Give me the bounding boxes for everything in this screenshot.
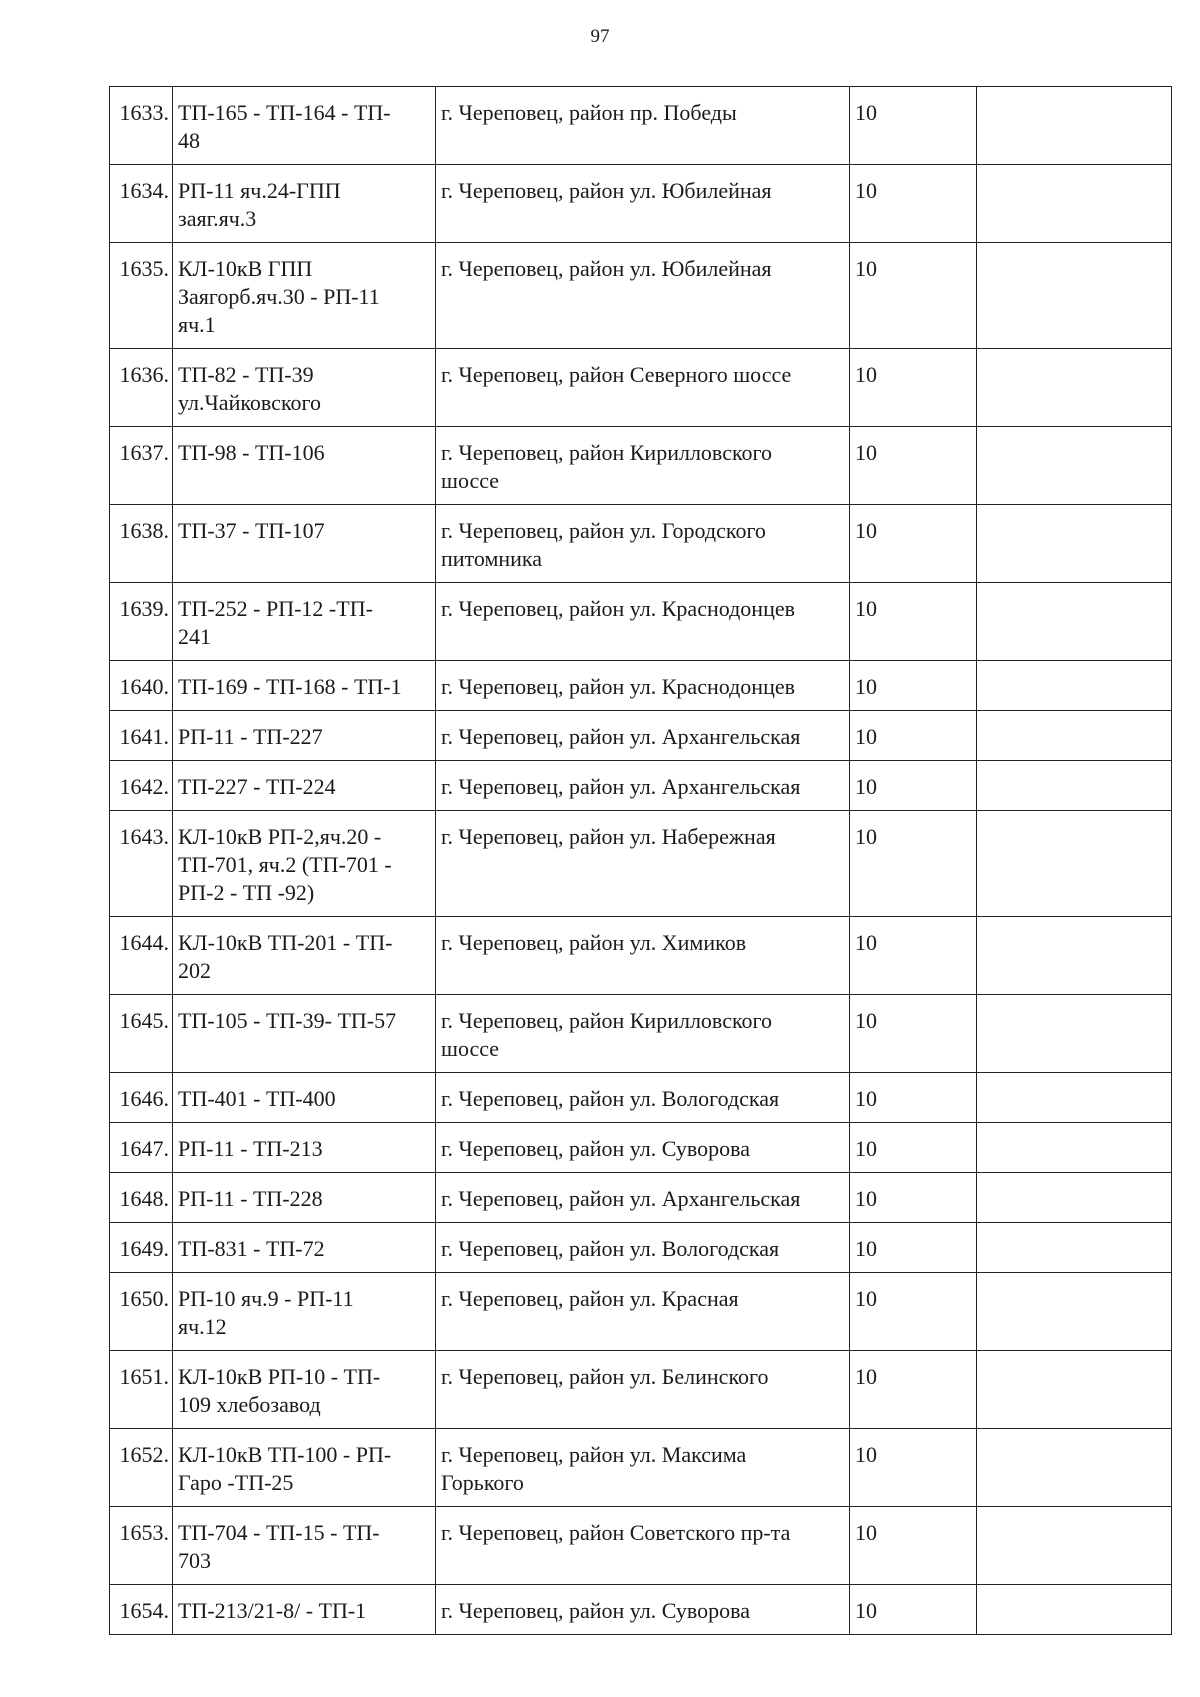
table-row bbox=[110, 1429, 1172, 1507]
address: г. Череповец, район ул. Архангельская bbox=[436, 1173, 850, 1223]
table-row bbox=[110, 661, 1172, 711]
note-cell bbox=[977, 243, 1172, 349]
address: г. Череповец, район Кирилловского шоссе bbox=[436, 427, 850, 505]
voltage: 10 bbox=[850, 505, 977, 583]
row-number: 1648. bbox=[110, 1173, 173, 1223]
note-cell bbox=[977, 1173, 1172, 1223]
row-number: 1647. bbox=[110, 1123, 173, 1173]
line-name: ТП-227 - ТП-224 bbox=[173, 761, 436, 811]
note-cell bbox=[977, 1429, 1172, 1507]
note-cell bbox=[977, 505, 1172, 583]
voltage: 10 bbox=[850, 1123, 977, 1173]
voltage: 10 bbox=[850, 1351, 977, 1429]
row-number: 1638. bbox=[110, 505, 173, 583]
row-number: 1644. bbox=[110, 917, 173, 995]
note-cell bbox=[977, 427, 1172, 505]
note-cell bbox=[977, 1273, 1172, 1351]
voltage: 10 bbox=[850, 1073, 977, 1123]
table-row bbox=[110, 711, 1172, 761]
voltage: 10 bbox=[850, 1223, 977, 1273]
table-row bbox=[110, 1507, 1172, 1585]
line-name: КЛ-10кВ ГПП Заягорб.яч.30 - РП-11 яч.1 bbox=[173, 243, 436, 349]
voltage: 10 bbox=[850, 1273, 977, 1351]
voltage: 10 bbox=[850, 1507, 977, 1585]
voltage: 10 bbox=[850, 917, 977, 995]
table-row bbox=[110, 1223, 1172, 1273]
line-name: ТП-169 - ТП-168 - ТП-1 bbox=[173, 661, 436, 711]
table-row bbox=[110, 995, 1172, 1073]
row-number: 1649. bbox=[110, 1223, 173, 1273]
line-name: РП-10 яч.9 - РП-11 яч.12 bbox=[173, 1273, 436, 1351]
line-name: ТП-252 - РП-12 -ТП- 241 bbox=[173, 583, 436, 661]
voltage: 10 bbox=[850, 1429, 977, 1507]
note-cell bbox=[977, 995, 1172, 1073]
voltage: 10 bbox=[850, 427, 977, 505]
voltage: 10 bbox=[850, 995, 977, 1073]
voltage: 10 bbox=[850, 811, 977, 917]
line-name: РП-11 яч.24-ГПП заяг.яч.3 bbox=[173, 165, 436, 243]
voltage: 10 bbox=[850, 711, 977, 761]
note-cell bbox=[977, 1351, 1172, 1429]
note-cell bbox=[977, 1223, 1172, 1273]
table-row bbox=[110, 427, 1172, 505]
note-cell bbox=[977, 583, 1172, 661]
address: г. Череповец, район ул. Суворова bbox=[436, 1585, 850, 1635]
address: г. Череповец, район ул. Архангельская bbox=[436, 761, 850, 811]
row-number: 1654. bbox=[110, 1585, 173, 1635]
note-cell bbox=[977, 165, 1172, 243]
line-name: ТП-831 - ТП-72 bbox=[173, 1223, 436, 1273]
voltage: 10 bbox=[850, 1173, 977, 1223]
row-number: 1651. bbox=[110, 1351, 173, 1429]
voltage: 10 bbox=[850, 165, 977, 243]
address: г. Череповец, район ул. Суворова bbox=[436, 1123, 850, 1173]
line-name: КЛ-10кВ ТП-100 - РП- Гаро -ТП-25 bbox=[173, 1429, 436, 1507]
table-row bbox=[110, 1351, 1172, 1429]
table-body bbox=[110, 87, 1172, 1635]
note-cell bbox=[977, 1123, 1172, 1173]
row-number: 1646. bbox=[110, 1073, 173, 1123]
address: г. Череповец, район ул. Юбилейная bbox=[436, 243, 850, 349]
address: г. Череповец, район ул. Вологодская bbox=[436, 1073, 850, 1123]
line-name: РП-11 - ТП-227 bbox=[173, 711, 436, 761]
line-name: КЛ-10кВ ТП-201 - ТП- 202 bbox=[173, 917, 436, 995]
address: г. Череповец, район пр. Победы bbox=[436, 87, 850, 165]
row-number: 1637. bbox=[110, 427, 173, 505]
line-name: КЛ-10кВ РП-2,яч.20 - ТП-701, яч.2 (ТП-701 - РП-2 - ТП -92) bbox=[173, 811, 436, 917]
address: г. Череповец, район Северного шоссе bbox=[436, 349, 850, 427]
line-name: ТП-82 - ТП-39 ул.Чайковского bbox=[173, 349, 436, 427]
line-name: ТП-213/21-8/ - ТП-1 bbox=[173, 1585, 436, 1635]
note-cell bbox=[977, 1507, 1172, 1585]
line-name: ТП-704 - ТП-15 - ТП- 703 bbox=[173, 1507, 436, 1585]
voltage: 10 bbox=[850, 243, 977, 349]
table-row bbox=[110, 505, 1172, 583]
voltage: 10 bbox=[850, 1585, 977, 1635]
address: г. Череповец, район ул. Красная bbox=[436, 1273, 850, 1351]
table-row bbox=[110, 1273, 1172, 1351]
line-name: КЛ-10кВ РП-10 - ТП- 109 хлебозавод bbox=[173, 1351, 436, 1429]
table-row bbox=[110, 761, 1172, 811]
line-name: РП-11 - ТП-228 bbox=[173, 1173, 436, 1223]
address: г. Череповец, район ул. Вологодская bbox=[436, 1223, 850, 1273]
note-cell bbox=[977, 761, 1172, 811]
note-cell bbox=[977, 349, 1172, 427]
row-number: 1642. bbox=[110, 761, 173, 811]
address: г. Череповец, район ул. Городского питомника bbox=[436, 505, 850, 583]
note-cell bbox=[977, 711, 1172, 761]
row-number: 1636. bbox=[110, 349, 173, 427]
address: г. Череповец, район ул. Белинского bbox=[436, 1351, 850, 1429]
note-cell bbox=[977, 917, 1172, 995]
table-row bbox=[110, 349, 1172, 427]
address: г. Череповец, район ул. Набережная bbox=[436, 811, 850, 917]
row-number: 1652. bbox=[110, 1429, 173, 1507]
table-row bbox=[110, 917, 1172, 995]
address: г. Череповец, район ул. Химиков bbox=[436, 917, 850, 995]
table-row bbox=[110, 243, 1172, 349]
table-row bbox=[110, 1585, 1172, 1635]
table-row bbox=[110, 1073, 1172, 1123]
voltage: 10 bbox=[850, 761, 977, 811]
row-number: 1635. bbox=[110, 243, 173, 349]
voltage: 10 bbox=[850, 87, 977, 165]
note-cell bbox=[977, 1073, 1172, 1123]
address: г. Череповец, район ул. Архангельская bbox=[436, 711, 850, 761]
table-row bbox=[110, 1123, 1172, 1173]
line-name: ТП-37 - ТП-107 bbox=[173, 505, 436, 583]
voltage: 10 bbox=[850, 661, 977, 711]
row-number: 1643. bbox=[110, 811, 173, 917]
table-row bbox=[110, 87, 1172, 165]
row-number: 1633. bbox=[110, 87, 173, 165]
note-cell bbox=[977, 1585, 1172, 1635]
power-lines-table bbox=[109, 86, 1172, 1635]
voltage: 10 bbox=[850, 349, 977, 427]
table-row bbox=[110, 1173, 1172, 1223]
table-row bbox=[110, 811, 1172, 917]
address: г. Череповец, район ул. Краснодонцев bbox=[436, 583, 850, 661]
row-number: 1639. bbox=[110, 583, 173, 661]
note-cell bbox=[977, 87, 1172, 165]
row-number: 1640. bbox=[110, 661, 173, 711]
address: г. Череповец, район Кирилловского шоссе bbox=[436, 995, 850, 1073]
table-row bbox=[110, 165, 1172, 243]
address: г. Череповец, район ул. Краснодонцев bbox=[436, 661, 850, 711]
note-cell bbox=[977, 661, 1172, 711]
line-name: ТП-165 - ТП-164 - ТП- 48 bbox=[173, 87, 436, 165]
voltage: 10 bbox=[850, 583, 977, 661]
row-number: 1641. bbox=[110, 711, 173, 761]
line-name: ТП-98 - ТП-106 bbox=[173, 427, 436, 505]
line-name: ТП-105 - ТП-39- ТП-57 bbox=[173, 995, 436, 1073]
row-number: 1645. bbox=[110, 995, 173, 1073]
line-name: РП-11 - ТП-213 bbox=[173, 1123, 436, 1173]
row-number: 1653. bbox=[110, 1507, 173, 1585]
note-cell bbox=[977, 811, 1172, 917]
line-name: ТП-401 - ТП-400 bbox=[173, 1073, 436, 1123]
row-number: 1634. bbox=[110, 165, 173, 243]
row-number: 1650. bbox=[110, 1273, 173, 1351]
address: г. Череповец, район Советского пр-та bbox=[436, 1507, 850, 1585]
page-number: 97 bbox=[590, 26, 610, 47]
address: г. Череповец, район ул. Максима Горького bbox=[436, 1429, 850, 1507]
address: г. Череповец, район ул. Юбилейная bbox=[436, 165, 850, 243]
table-row bbox=[110, 583, 1172, 661]
